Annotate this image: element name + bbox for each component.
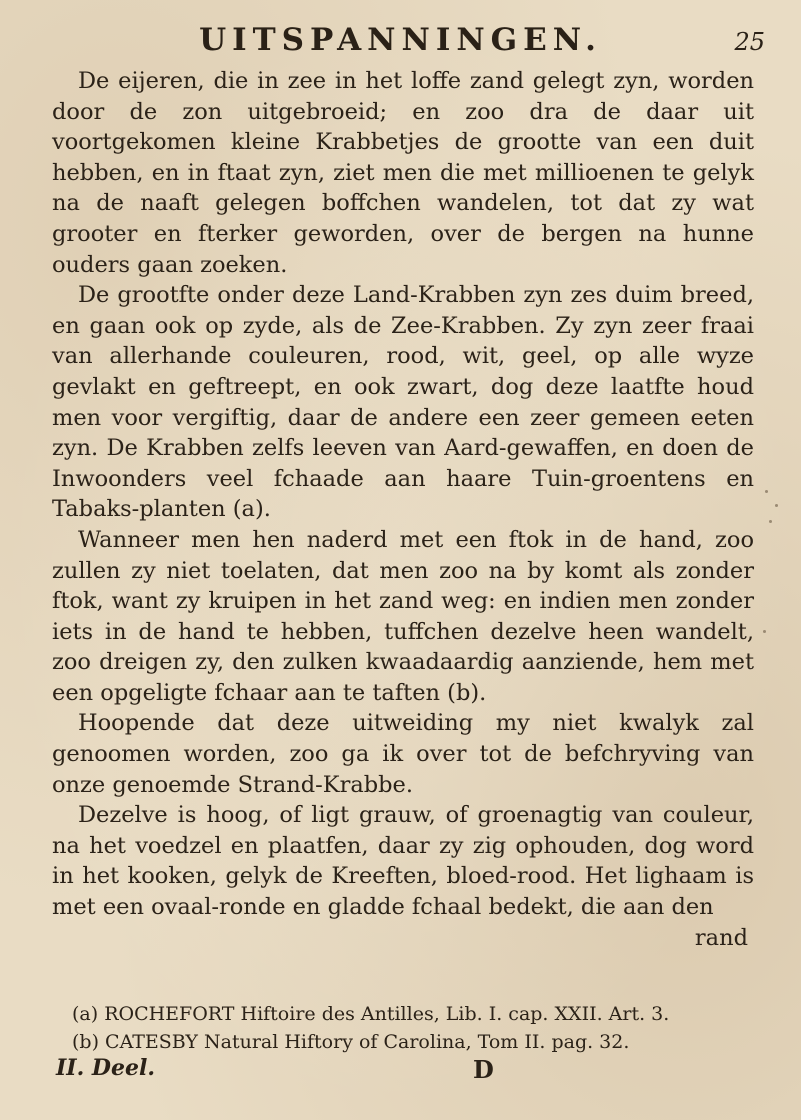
speck <box>765 490 768 493</box>
paragraph: Hoopende dat deze uitweiding my niet kwalyk zal genoomen worden, zoo ga ik over tot de befchryving van onze genoemde Strand-Krabbe. <box>52 710 754 798</box>
speck <box>775 504 778 507</box>
signature-mark: D <box>473 1055 494 1084</box>
paragraph: De grootfte onder deze Land-Krabben zyn zes duim breed, en gaan ook op zyde, als de Zee-Krabben. Zy zyn zeer fraai van allerhande couleuren, rood, wit, geel, op alle wyze gevlakt en geftreept, en ook zwart, dog deze laatfte houd men voor vergiftig, daar de andere een zeer gemeen eeten zyn. De Krabben zelfs leeven van Aard-gewaffen, en doen de Inwoonders veel fchaade aan haare Tuin-groentens en Tabaks-planten (a). <box>52 282 754 523</box>
catchword: rand <box>694 924 748 951</box>
body-text <box>52 66 754 953</box>
page-footer <box>56 1055 756 1087</box>
speck <box>763 630 766 633</box>
page-header <box>0 18 801 58</box>
paper-specks <box>761 480 791 680</box>
footnote: (a) ROCHEFORT Hiftoire des Antilles, Lib. I. cap. XXII. Art. 3. <box>72 1003 670 1025</box>
paragraph: Wanneer men hen naderd met een ftok in de hand, zoo zullen zy niet toelaten, dat men zoo na by komt als zonder ftok, want zy kruipen in het zand weg: en indien men zonder iets in de hand te hebben, tuffchen dezelve heen wandelt, zoo dreigen zy, den zulken kwaadaardig aanziende, hem met een opgeligte fchaar aan te taften (b). <box>52 526 754 706</box>
paragraph: De eijeren, die in zee in het loffe zand gelegt zyn, worden door de zon uitgebroeid; en zoo dra de daar uit voortgekomen kleine Krabbetjes de grootte van een duit hebben, en in ftaat zyn, ziet men die met millioenen te gelyk na de naaft gelegen boffchen wandelen, tot dat zy wat grooter en fterker geworden, over de bergen na hunne ouders gaan zoeken. <box>52 68 754 278</box>
footnote: (b) CATESBY Natural Hiftory of Carolina, Tom II. pag. 32. <box>72 1031 630 1053</box>
paragraph: Dezelve is hoog, of ligt grauw, of groenagtig van couleur, na het voedzel en plaatfen, daar zy zig ophouden, dog word in het kooken, gelyk de Kreeften, bloed-rood. Het lighaam is met een ovaal-ronde en gladde fchaal bedekt, die aan den <box>52 802 754 921</box>
speck <box>769 520 772 523</box>
footnotes <box>52 1000 754 1056</box>
running-head: UITSPANNINGEN. <box>199 22 602 58</box>
page-number: 25 <box>734 28 765 56</box>
volume-label: II. Deel. <box>56 1055 155 1081</box>
